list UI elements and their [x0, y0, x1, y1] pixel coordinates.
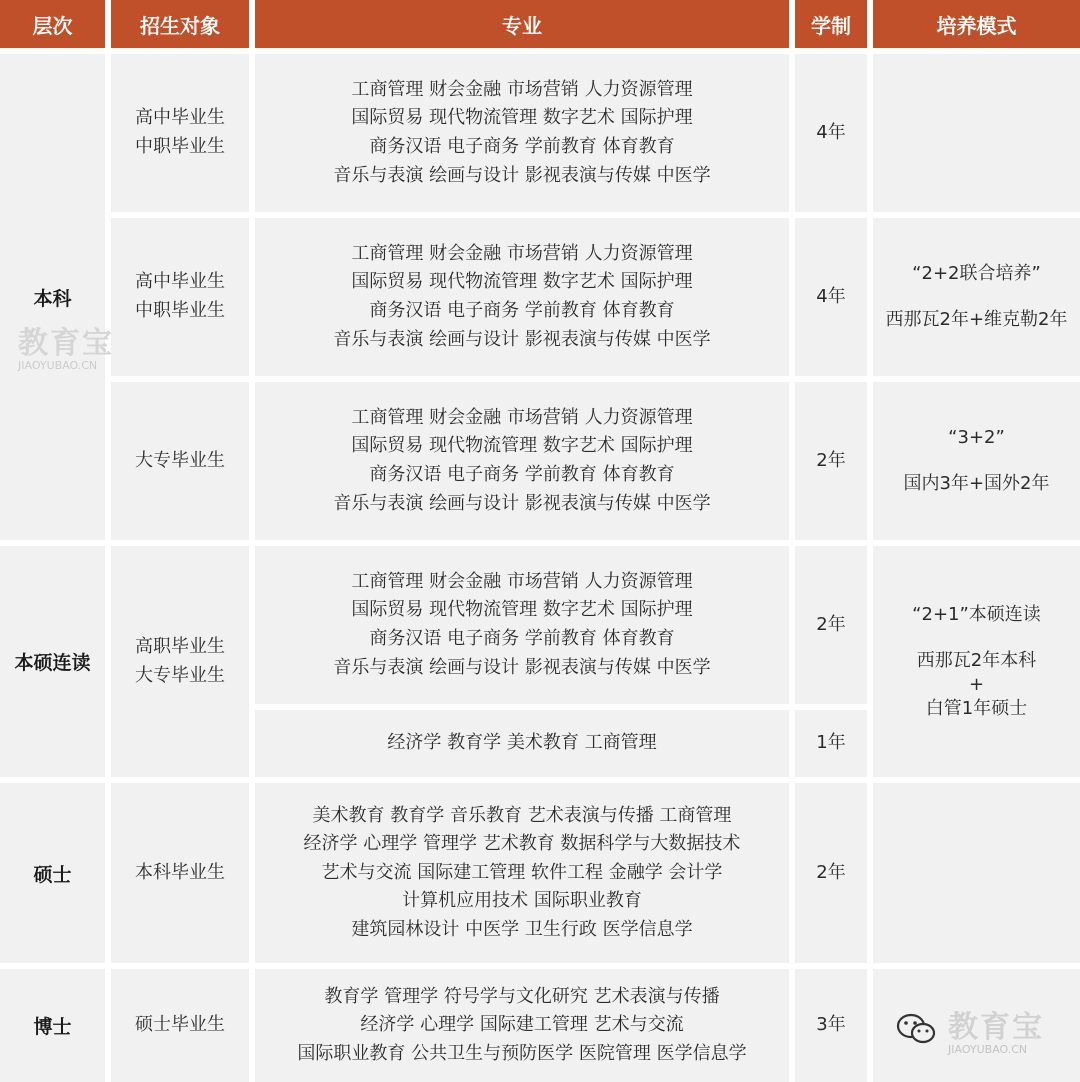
header-target: 招生对象	[111, 0, 249, 48]
target-line: 大专毕业生	[135, 664, 225, 686]
major-line: 音乐与表演 绘画与设计 影视表演与传媒 中医学	[333, 164, 711, 186]
mode-line: 西那瓦2年本科	[916, 649, 1037, 671]
majors-r1	[255, 54, 789, 212]
majors-r4	[255, 546, 789, 704]
target-line: 中职毕业生	[135, 300, 225, 321]
mode-line: “3+2”	[948, 427, 1005, 448]
level-benshuo	[0, 546, 105, 777]
major-line: 商务汉语 电子商务 学前教育 体育教育	[369, 628, 675, 649]
major-line: 音乐与表演 绘画与设计 影视表演与传媒 中医学	[333, 492, 711, 514]
major-line: 工商管理 财会金融 市场营销 人力资源管理	[351, 242, 693, 264]
mode-line: 白管1年硕士	[925, 697, 1028, 719]
major-line: 工商管理 财会金融 市场营销 人力资源管理	[351, 406, 693, 428]
duration-r6	[795, 783, 867, 963]
target-r2	[111, 218, 249, 376]
duration-value: 2年	[816, 613, 846, 635]
major-line: 国际贸易 现代物流管理 数字艺术 国际护理	[351, 107, 693, 129]
target-r1	[111, 54, 249, 212]
header-duration: 学制	[795, 0, 867, 48]
mode-line	[886, 286, 1068, 308]
watermark-url: JIAOYUBAO.CN	[948, 1043, 1028, 1056]
target-line: 高中毕业生	[135, 107, 225, 129]
header-major: 专业	[255, 0, 789, 48]
major-line: 商务汉语 电子商务 学前教育 体育教育	[369, 136, 675, 157]
target-line: 中职毕业生	[135, 136, 225, 157]
duration-r7	[795, 969, 867, 1082]
level-shuoshi	[0, 783, 105, 963]
mode-line: 国内3年+国外2年	[903, 473, 1050, 494]
mode-line: “2+1”本硕连读	[912, 603, 1041, 625]
watermark-text: 教育宝	[18, 326, 114, 361]
target-line: 大专毕业生	[135, 449, 225, 471]
major-line: 经济学 心理学 管理学 艺术教育 数据科学与大数据技术	[303, 833, 741, 855]
mode-line: +	[968, 673, 985, 695]
major-line: 国际职业教育 公共卫生与预防医学 医院管理 医学信息学	[297, 1042, 747, 1064]
major-line: 艺术与交流 国际建工管理 软件工程 金融学 会计学	[321, 861, 723, 883]
header-mode: 培养模式	[873, 0, 1080, 48]
duration-value: 1年	[816, 732, 846, 754]
major-line: 商务汉语 电子商务 学前教育 体育教育	[369, 300, 675, 321]
level-benshuo-label: 本硕连读	[14, 652, 91, 674]
duration-value: 4年	[816, 121, 846, 143]
major-line: 计算机应用技术 国际职业教育	[402, 890, 642, 912]
level-shuoshi-label: 硕士	[33, 863, 72, 886]
major-line: 经济学 教育学 美术教育 工商管理	[387, 732, 657, 754]
mode-r2	[873, 218, 1080, 376]
duration-value: 2年	[816, 449, 846, 471]
watermark-text: 教育宝	[948, 1010, 1044, 1045]
target-r4	[111, 546, 249, 777]
major-line: 国际贸易 现代物流管理 数字艺术 国际护理	[351, 271, 693, 293]
mode-line	[912, 627, 1041, 649]
majors-r3	[255, 382, 789, 540]
target-r3	[111, 382, 249, 540]
duration-r1	[795, 54, 867, 212]
major-line: 商务汉语 电子商务 学前教育 体育教育	[369, 464, 675, 485]
duration-r3	[795, 382, 867, 540]
majors-r2	[255, 218, 789, 376]
majors-r6	[255, 783, 789, 963]
mode-line	[904, 450, 1050, 472]
mode-r45	[873, 546, 1080, 777]
major-line: 音乐与表演 绘画与设计 影视表演与传媒 中医学	[333, 656, 711, 678]
target-r6	[111, 783, 249, 963]
target-r7	[111, 969, 249, 1082]
duration-value: 2年	[816, 861, 846, 883]
duration-r4	[795, 546, 867, 704]
major-line: 国际贸易 现代物流管理 数字艺术 国际护理	[351, 599, 693, 621]
target-line: 高职毕业生	[135, 635, 225, 657]
level-boshi-label: 博士	[33, 1016, 72, 1038]
majors-r7	[255, 969, 789, 1082]
duration-value: 4年	[816, 285, 846, 307]
major-line: 工商管理 财会金融 市场营销 人力资源管理	[351, 570, 693, 592]
mode-r6	[873, 783, 1080, 963]
major-line: 美术教育 教育学 音乐教育 艺术表演与传播 工商管理	[312, 804, 732, 826]
level-benke-label: 本科	[33, 287, 72, 310]
mode-line: “2+2联合培养”	[912, 263, 1041, 284]
major-line: 建筑园林设计 中医学 卫生行政 医学信息学	[351, 918, 693, 940]
level-benke	[0, 54, 105, 540]
mode-r3	[873, 382, 1080, 540]
major-line: 音乐与表演 绘画与设计 影视表演与传媒 中医学	[333, 328, 711, 350]
major-line: 工商管理 财会金融 市场营销 人力资源管理	[351, 78, 693, 100]
duration-r5	[795, 710, 867, 777]
target-line: 高中毕业生	[135, 271, 225, 293]
duration-value: 3年	[816, 1014, 846, 1036]
header-level: 层次	[0, 0, 105, 48]
major-line: 国际贸易 现代物流管理 数字艺术 国际护理	[351, 435, 693, 457]
mode-r1	[873, 54, 1080, 212]
mode-line: 西那瓦2年+维克勒2年	[885, 309, 1068, 330]
duration-r2	[795, 218, 867, 376]
major-line: 经济学 心理学 国际建工管理 艺术与交流	[360, 1014, 684, 1036]
major-line: 教育学 管理学 符号学与文化研究 艺术表演与传播	[324, 985, 720, 1007]
level-boshi	[0, 969, 105, 1082]
watermark-url: JIAOYUBAO.CN	[18, 359, 98, 372]
wechat-icon	[896, 1012, 936, 1046]
majors-r5	[255, 710, 789, 777]
target-line: 本科毕业生	[135, 861, 225, 883]
target-line: 硕士毕业生	[135, 1014, 225, 1036]
